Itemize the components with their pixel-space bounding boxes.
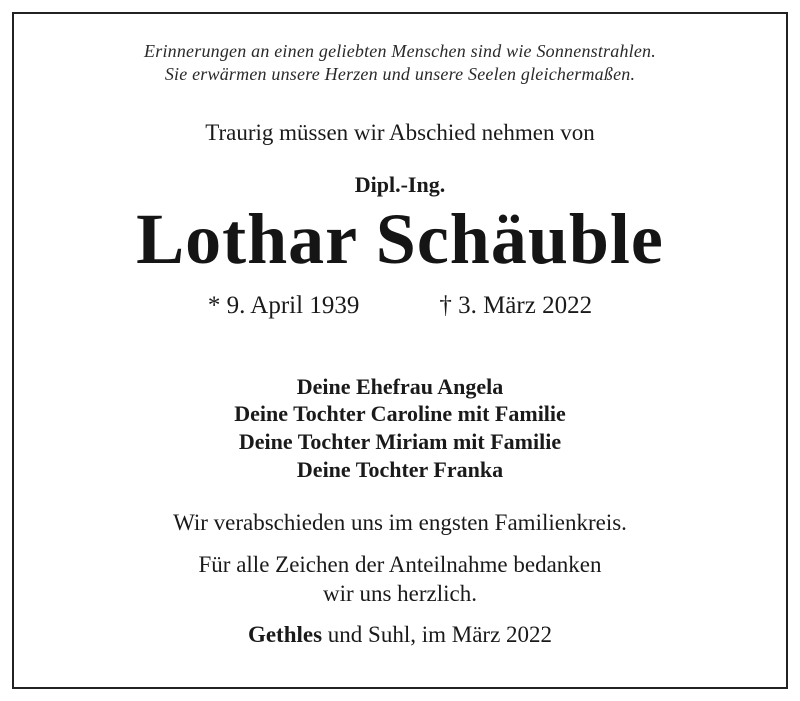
place-name: Gethles — [247, 622, 323, 647]
mourner-line: Deine Tochter Franka — [296, 457, 504, 482]
mourner-line: Deine Tochter Caroline mit Familie — [234, 401, 566, 426]
farewell-text: Wir verabschieden uns im engsten Familienkreis. — [173, 510, 627, 535]
birth-date: * 9. April 1939 — [207, 292, 360, 319]
thanks-line-1: Für alle Zeichen der Anteilnahme bedanken — [198, 552, 602, 577]
place-date — [0, 622, 800, 648]
mourner-line: Deine Tochter Miriam mit Familie — [238, 429, 562, 454]
deceased-name: Lothar Schäuble — [136, 199, 664, 279]
academic-title: Dipl.-Ing. — [354, 172, 446, 197]
thanks-line-2: wir uns herzlich. — [323, 581, 477, 606]
life-dates — [0, 292, 800, 320]
quote-line-2: Sie erwärmen unsere Herzen und unsere Seelen gleichermaßen. — [164, 64, 636, 84]
death-date: † 3. März 2022 — [439, 292, 593, 319]
mourner-line: Deine Ehefrau Angela — [296, 374, 504, 399]
place-date-rest: und Suhl, im März 2022 — [322, 622, 553, 647]
quote-line-1: Erinnerungen an einen geliebten Menschen sind wie Sonnenstrahlen. — [144, 41, 656, 61]
intro-text: Traurig müssen wir Abschied nehmen von — [205, 120, 595, 145]
